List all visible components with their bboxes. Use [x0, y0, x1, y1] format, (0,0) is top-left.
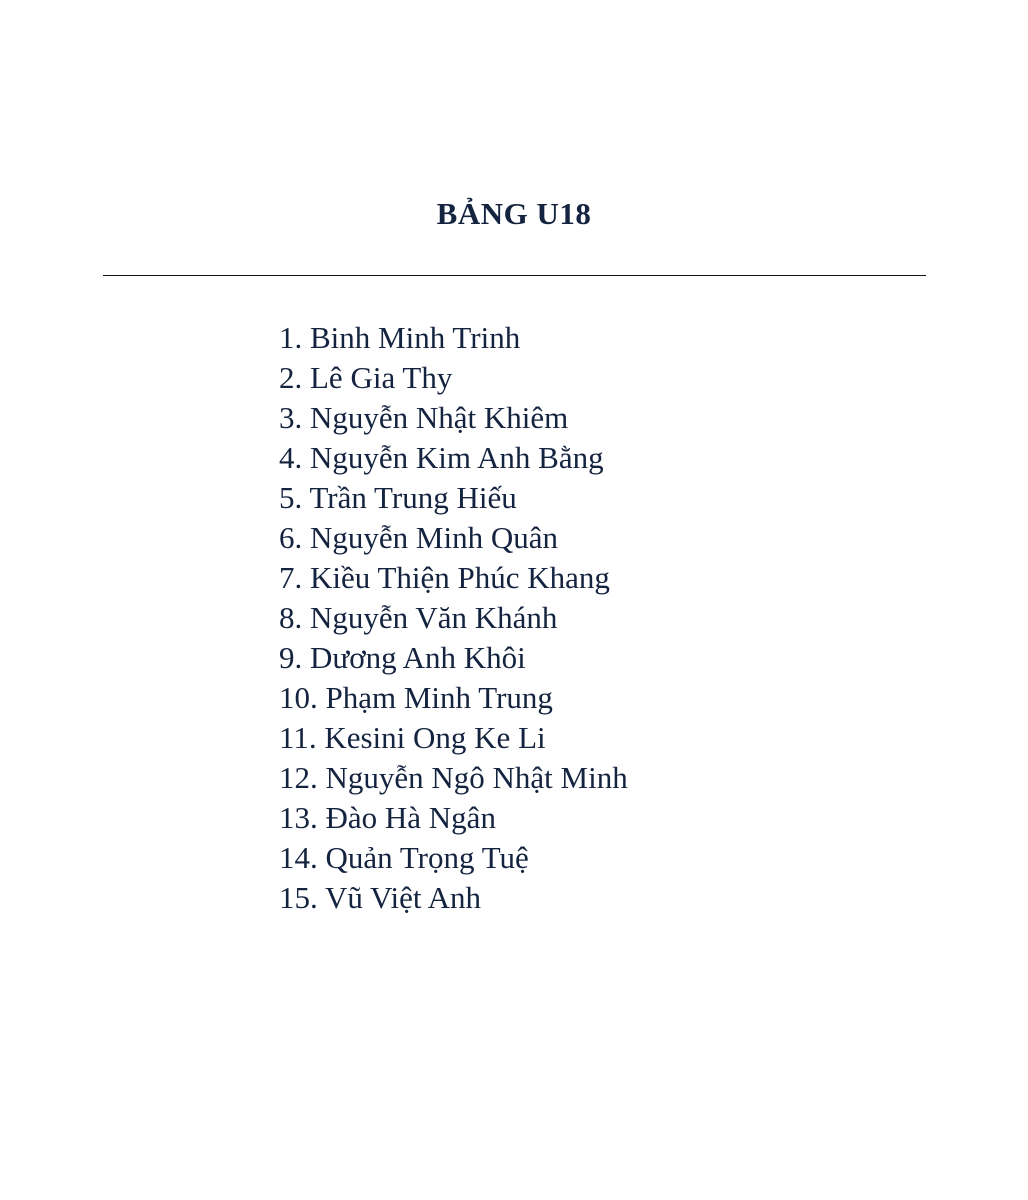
list-item: 10. Phạm Minh Trung [279, 680, 553, 715]
list-item: 4. Nguyễn Kim Anh Bằng [279, 440, 604, 475]
list-item: 2. Lê Gia Thy [279, 360, 453, 395]
list-item: 5. Trần Trung Hiếu [279, 480, 517, 515]
list-item: 8. Nguyễn Văn Khánh [279, 600, 558, 635]
horizontal-divider [103, 275, 926, 276]
list-item: 15. Vũ Việt Anh [279, 880, 481, 915]
page-title: BẢNG U18 [436, 196, 592, 231]
list-item: 14. Quản Trọng Tuệ [279, 840, 529, 875]
list-item: 6. Nguyễn Minh Quân [279, 520, 558, 555]
list-item: 9. Dương Anh Khôi [279, 640, 526, 675]
list-item: 11. Kesini Ong Ke Li [279, 720, 546, 755]
list-item: 7. Kiều Thiện Phúc Khang [279, 560, 610, 595]
list-item: 1. Binh Minh Trinh [279, 320, 521, 355]
player-list [279, 318, 628, 918]
list-item: 12. Nguyễn Ngô Nhật Minh [279, 760, 628, 795]
list-item: 3. Nguyễn Nhật Khiêm [279, 400, 569, 435]
list-item: 13. Đào Hà Ngân [279, 800, 496, 835]
